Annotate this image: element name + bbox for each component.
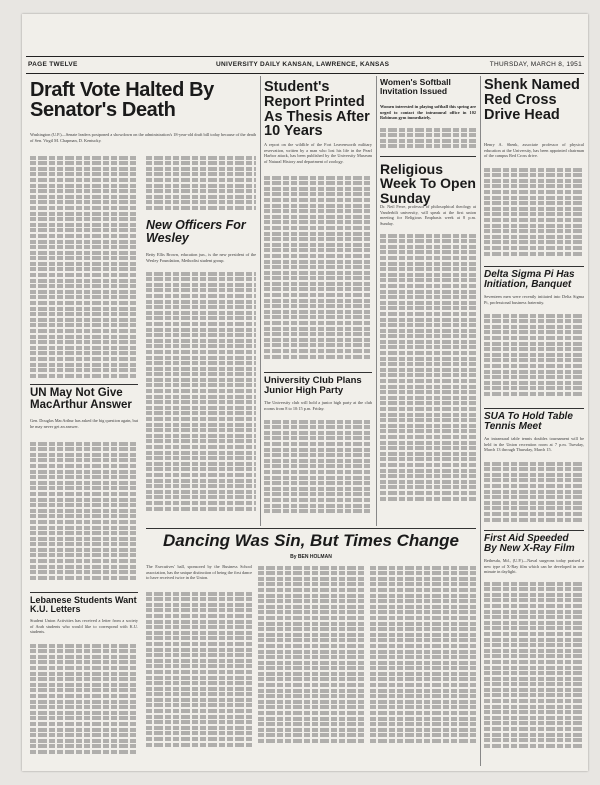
article-un-body bbox=[30, 440, 138, 590]
lede-un: Gen. Douglas MacArthur has asked the big question again, but he may never get an answer. bbox=[30, 418, 138, 429]
headline-dancing: Dancing Was Sin, But Times Change bbox=[163, 531, 459, 550]
lede-shenk: Henry A. Shenk, associate professor of physical education at the University, has been appointed chairman of the campus Red Cross drive. bbox=[484, 142, 584, 159]
page-label: PAGE TWELVE bbox=[28, 61, 78, 68]
lede-dancing: The Executives' ball, sponsored by the Business School association, has the unique distinction of being the first dance to have received twice in the Union. bbox=[146, 564, 252, 581]
headline-wesley: New Officers For Wesley bbox=[146, 218, 246, 245]
newspaper-page bbox=[22, 14, 588, 771]
column-rule bbox=[480, 76, 481, 766]
divider bbox=[380, 156, 476, 157]
article-dancing-body-2 bbox=[258, 564, 364, 766]
divider bbox=[484, 530, 584, 531]
article-xray-body bbox=[484, 580, 584, 766]
lede-draft: Washington (U.P.)—Senate leaders postponed a showdown on the administration's 18-year-old draft bill today because of the death of Sen. Virgil M. Chapman, D. Kentucky. bbox=[30, 132, 256, 143]
column-rule bbox=[376, 76, 377, 526]
lede-softball: Women interested in playing softball this spring are urged to contact the intramural office in 102 Robinson gym immediately. bbox=[380, 104, 476, 121]
byline-dancing: By BEN HOLMAN bbox=[290, 554, 332, 560]
column-rule bbox=[260, 76, 261, 526]
headline-shenk: Shenk Named Red Cross Drive Head bbox=[484, 77, 580, 123]
article-dancing-body-1 bbox=[146, 590, 252, 766]
divider bbox=[484, 266, 584, 267]
headline-club: University Club Plans Junior High Party bbox=[264, 375, 362, 396]
divider bbox=[146, 528, 476, 529]
article-sua-body bbox=[484, 460, 584, 528]
divider bbox=[30, 384, 138, 385]
lede-xray: Bethesda, Md., (U.P.)—Naval surgeons today praised a new type of X-Ray film which can be developed in one minute in daylight. bbox=[484, 558, 584, 575]
headline-softball: Women's Softball Invitation Issued bbox=[380, 77, 451, 96]
article-wesley-body bbox=[146, 270, 256, 525]
lede-sua: An intramural table tennis doubles tournament will be held in the Union recreation room at 7 p.m. Tuesday, March 13 through Thursday, March 15. bbox=[484, 436, 584, 453]
lede-lebanese: Student Union Activities has received a letter from a society of Arab students who would like to correspond with K.U. students. bbox=[30, 618, 138, 635]
headline-draft: Draft Vote Halted By Senator's Death bbox=[30, 79, 214, 122]
headline-thesis: Student's Report Printed As Thesis After 10 Years bbox=[264, 79, 370, 140]
divider bbox=[30, 592, 138, 593]
paper-title: UNIVERSITY DAILY KANSAN, LAWRENCE, KANSAS bbox=[216, 61, 390, 68]
headline-religious: Religious Week To Open Sunday bbox=[380, 161, 476, 206]
article-draft-body-2 bbox=[146, 154, 256, 216]
headline-lebanese: Lebanese Students Want K.U. Letters bbox=[30, 595, 137, 615]
article-dancing-body-3 bbox=[370, 564, 476, 766]
lede-club: The University club will hold a junior high party at the club rooms from 8 to 10:15 p.m. Friday. bbox=[264, 400, 372, 411]
article-thesis-body bbox=[264, 174, 372, 370]
article-delta-body bbox=[484, 312, 584, 404]
article-softball-body bbox=[380, 126, 476, 154]
headline-sua: SUA To Hold Table Tennis Meet bbox=[484, 411, 573, 433]
divider bbox=[264, 372, 372, 373]
lede-thesis: A report on the wildlife of the Fort Leavenworth military reservation, written by a man who lost his life in the Pearl Harbor attack, has been published by the University Museum of Natural History and department of zoology. bbox=[264, 142, 372, 164]
article-club-body bbox=[264, 418, 372, 522]
issue-date: THURSDAY, MARCH 8, 1951 bbox=[489, 61, 582, 68]
lede-delta: Seventeen men were recently initiated into Delta Sigma Pi, professional business fraternity. bbox=[484, 294, 584, 305]
lede-religious: Dr. Neil Ferre, professor of philosophical theology at Vanderbilt university, will speak at the first union meeting for Religious Emphasis week at 8 p.m. Sunday. bbox=[380, 204, 476, 226]
lede-wesley: Betty Ellis Brown, education jun., is the new president of the Wesley Foundation, Methodist student group. bbox=[146, 252, 256, 263]
masthead bbox=[26, 56, 584, 74]
headline-delta: Delta Sigma Pi Has Initiation, Banquet bbox=[484, 269, 575, 291]
article-draft-body-1 bbox=[30, 154, 138, 384]
divider bbox=[484, 408, 584, 409]
article-religious-body bbox=[380, 232, 476, 522]
article-shenk-body bbox=[484, 166, 584, 264]
headline-un: UN May Not Give MacArthur Answer bbox=[30, 387, 132, 411]
headline-xray: First Aid Speeded By New X-Ray Film bbox=[484, 533, 575, 555]
article-lebanese-body bbox=[30, 642, 138, 762]
